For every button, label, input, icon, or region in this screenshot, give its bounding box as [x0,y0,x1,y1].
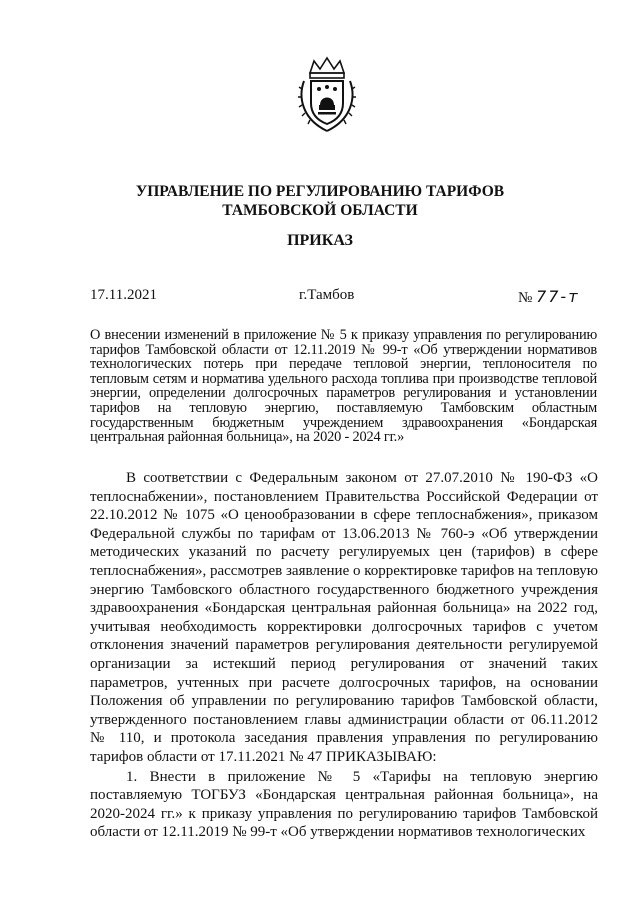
document-city: г.Тамбов [299,287,355,303]
coat-of-arms-icon [296,55,358,135]
order-body [90,469,598,842]
handwritten-number: 77-т [536,287,580,306]
organization-name-line2: ТАМБОВСКОЙ ОБЛАСТИ [222,202,418,219]
document-date: 17.11.2021 [90,287,157,303]
body-paragraph-preamble: В соответствии с Федеральным законом от 27.07.2010 № 190-ФЗ «О теплоснабжении», постановлением Правительства Российской Федерации от 22.10.2012 № 1075 «О ценообразовании в сфере теплоснабжения», приказом Федеральной службы по тарифам от 13.06.2013 № 760-э «Об утверждении методических указаний по расчету регулируемых цен (тарифов) в сфере теплоснабжения», рассмотрев заявление о корректировке тарифов на тепловую энергию Тамбовского областного государственного бюджетного учреждения здравоохранения «Бондарская центральная районная больница» на 2022 год, учитывая необходимость корректировки долгосрочных тарифов с учетом отклонения значений параметров регулирования деятельности регулируемой организации за истекший период регулирования от значений таких параметров, учтенных при расчете долгосрочных тарифов, на основании Положения об управлении по регулированию тарифов Тамбовской области, утвержденного постановлением главы администрации области от 06.11.2012 № 110, и протокола заседания правления управления по регулированию тарифов области от 17.11.2021 № 47 ПРИКАЗЫВАЮ: [90,470,598,765]
document-number [518,287,580,307]
organization-name-line1: УПРАВЛЕНИЕ ПО РЕГУЛИРОВАНИЮ ТАРИФОВ [135,183,505,200]
document-type: ПРИКАЗ [287,232,353,249]
organization-header [100,182,540,220]
order-subject: О внесении изменений в приложение № 5 к приказу управления по регулированию тарифов Тамбовской области от 12.11.2019 № 99-т «Об утверждении нормативов технологических потерь при передаче тепловой энергии, теплоносителя по тепловым сетям и норматива удельного расхода топлива при производстве тепловой энергии, определении долгосрочных параметров регулирования и установлении тарифов на тепловую энергию, поставляемую Тамбовским областным государственным бюджетным учреждением здравоохранения «Бондарская центральная районная больница», на 2020 - 2024 гг.» [90,327,597,446]
body-paragraph-item-1: 1. Внести в приложение № 5 «Тарифы на тепловую энергию поставляемую ТОГБУЗ «Бондарская центральная районная больница», на 2020-2024 гг.» к приказу управления по регулированию тарифов Тамбовской области от 12.11.2019 № 99-т «Об утверждении нормативов технологических [90,768,598,841]
number-prefix: № [518,290,533,306]
